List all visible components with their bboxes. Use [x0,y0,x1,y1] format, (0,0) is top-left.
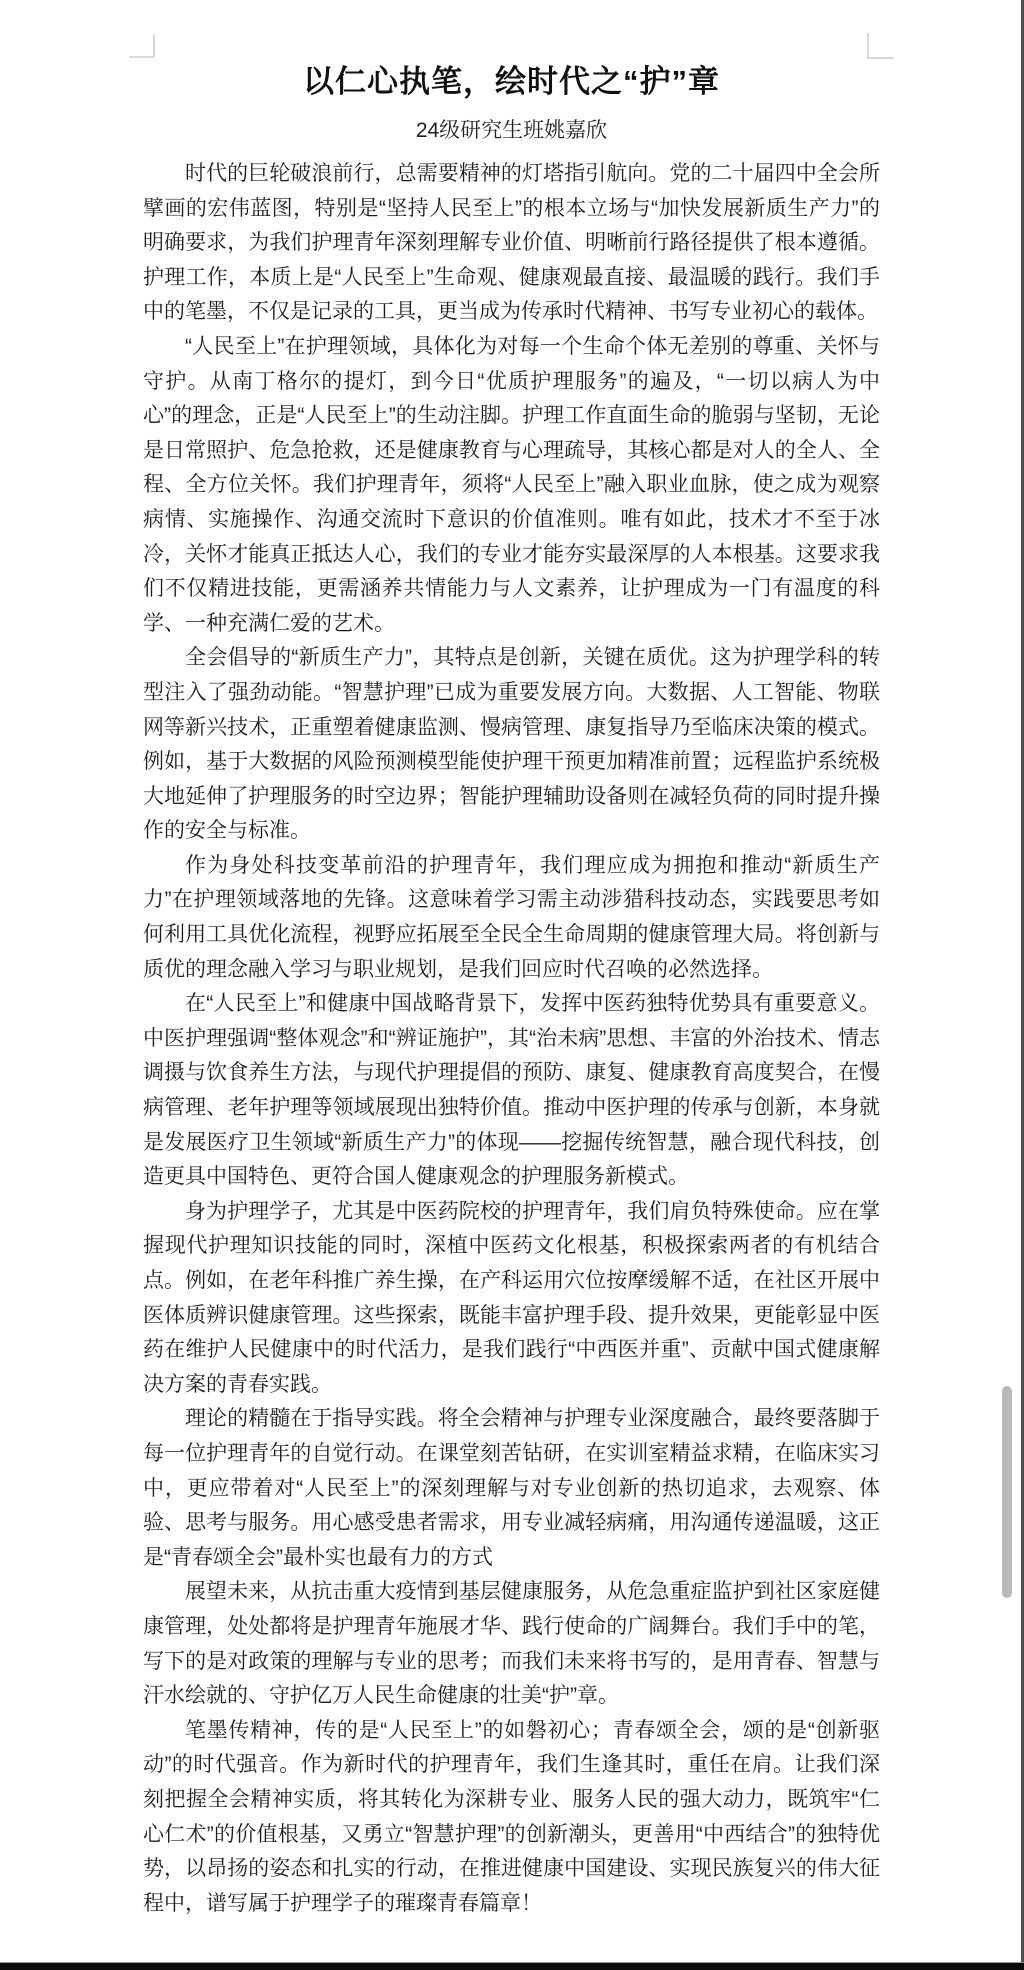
scrollbar-thumb[interactable] [1002,1386,1012,1598]
paragraph: 理论的精髓在于指导实践。将全会精神与护理专业深度融合，最终要落脚于每一位护理青年的自觉行动。在课堂刻苦钻研，在实训室精益求精，在临床实习中，更应带着对“人民至上”的深刻理解与对专业创新的热切追求，去观察、体验、思考与服务。用心感受患者需求，用专业减轻病痛，用沟通传递温暖，这正是“青春颂全会”最朴实也最有力的方式 [143,1407,880,1569]
document-title: 以仁心执笔，绘时代之“护”章 [303,64,720,99]
document-body [143,157,880,1921]
text-boundary-mark-top-left [129,34,155,58]
document-byline: 24级研究生班姚嘉欣 [415,119,608,142]
document-content [143,62,880,1921]
paragraph: 全会倡导的“新质生产力”，其特点是创新，关键在质优。这为护理学科的转型注入了强劲动能。“智慧护理”已成为重要发展方向。大数据、人工智能、物联网等新兴技术，正重塑着健康监测、慢病管理、康复指导乃至临床决策的模式。例如，基于大数据的风险预测模型能使护理干预更加精准前置；远程监护系统极大地延伸了护理服务的时空边界；智能护理辅助设备则在减轻负荷的同时提升操作的安全与标准。 [143,646,880,843]
paragraph: 在“人民至上”和健康中国战略背景下，发挥中医药独特优势具有重要意义。中医护理强调“整体观念”和“辨证施护”，其“治未病”思想、丰富的外治技术、情志调摄与饮食养生方法，与现代护理提倡的预防、康复、健康教育高度契合，在慢病管理、老年护理等领域展现出独特价值。推动中医护理的传承与创新，本身就是发展医疗卫生领域“新质生产力”的体现——挖掘传统智慧，融合现代科技，创造更具中国特色、更符合国人健康观念的护理服务新模式。 [143,992,880,1189]
bottom-edge-bar [0,1962,1024,1970]
text-boundary-mark-top-right [867,33,894,59]
paragraph: 作为身处科技变革前沿的护理青年，我们理应成为拥抱和推动“新质生产力”在护理领域落地的先锋。这意味着学习需主动涉猎科技动态，实践要思考如何利用工具优化流程，视野应拓展至全民全生命周期的健康管理大局。将创新与质优的理念融入学习与职业规划，是我们回应时代召唤的必然选择。 [143,853,880,981]
paragraph: 身为护理学子，尤其是中医药院校的护理青年，我们肩负特殊使命。应在掌握现代护理知识技能的同时，深植中医药文化根基，积极探索两者的有机结合点。例如，在老年科推广养生操，在产科运用穴位按摩缓解不适，在社区开展中医体质辨识健康管理。这些探索，既能丰富护理手段、提升效果，更能彰显中医药在维护人民健康中的时代活力，是我们践行“中西医并重”、贡献中国式健康解决方案的青春实践。 [143,1199,880,1396]
paragraph: 展望未来，从抗击重大疫情到基层健康服务，从危急重症监护到社区家庭健康管理，处处都将是护理青年施展才华、践行使命的广阔舞台。我们手中的笔，写下的是对政策的理解与专业的思考；而我们未来将书写的，是用青春、智慧与汗水绘就的、守护亿万人民生命健康的壮美“护”章。 [143,1580,880,1708]
paragraph: “人民至上”在护理领域，具体化为对每一个生命个体无差别的尊重、关怀与守护。从南丁格尔的提灯，到今日“优质护理服务”的遍及，“一切以病人为中心”的理念，正是“人民至上”的生动注脚。护理工作直面生命的脆弱与坚韧，无论是日常照护、危急抢救，还是健康教育与心理疏导，其核心都是对人的全人、全程、全方位关怀。我们护理青年，须将“人民至上”融入职业血脉，使之成为观察病情、实施操作、沟通交流时下意识的价值准则。唯有如此，技术才不至于冰冷，关怀才能真正抵达人心，我们的专业才能夯实最深厚的人本根基。这要求我们不仅精进技能，更需涵养共情能力与人文素养，让护理成为一门有温度的科学、一种充满仁爱的艺术。 [143,334,880,635]
paragraph: 笔墨传精神，传的是“人民至上”的如磐初心；青春颂全会，颂的是“创新驱动”的时代强音。作为新时代的护理青年，我们生逢其时，重任在肩。让我们深刻把握全会精神实质，将其转化为深耕专业、服务人民的强大动力，既筑牢“仁心仁术”的价值根基，又勇立“智慧护理”的创新潮头，更善用“中西结合”的独特优势，以昂扬的姿态和扎实的行动，在推进健康中国建设、实现民族复兴的伟大征程中，谱写属于护理学子的璀璨青春篇章！ [143,1718,880,1915]
paragraph: 时代的巨轮破浪前行，总需要精神的灯塔指引航向。党的二十届四中全会所擘画的宏伟蓝图，特别是“坚持人民至上”的根本立场与“加快发展新质生产力”的明确要求，为我们护理青年深刻理解专业价值、明晰前行路径提供了根本遵循。护理工作，本质上是“人民至上”生命观、健康观最直接、最温暖的践行。我们手中的笔墨，不仅是记录的工具，更当成为传承时代精神、书写专业初心的载体。 [143,162,880,324]
